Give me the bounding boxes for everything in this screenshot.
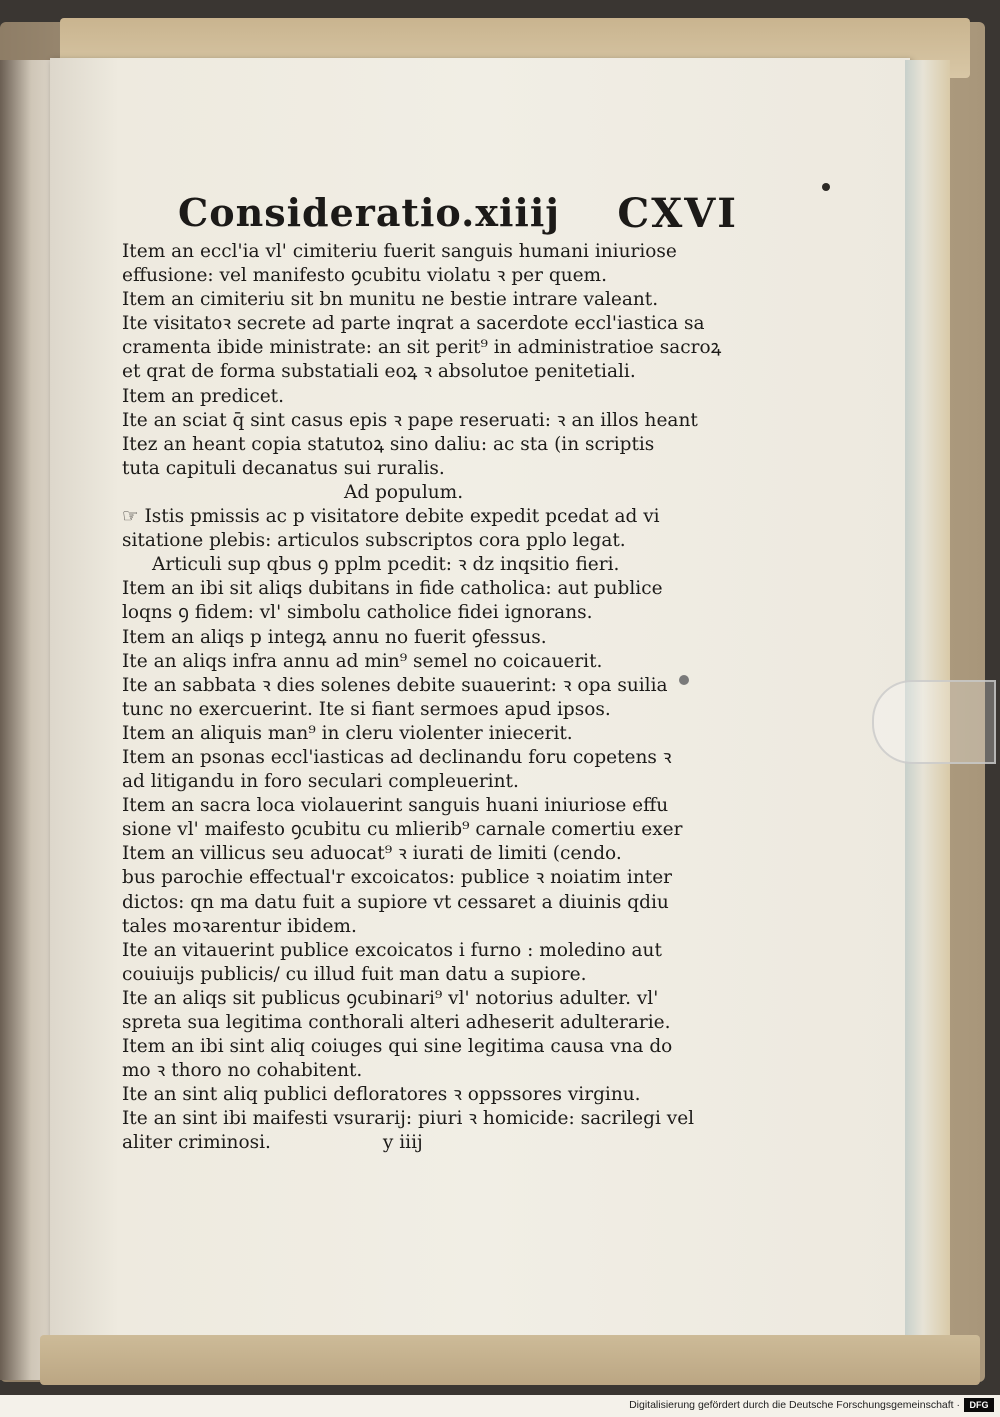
text-line: tuta capituli decanatus sui ruralis. [122,457,445,479]
text-line: couiuijs publicis/ cu illud fuit man datu a supiore. [122,963,587,985]
page-clip [872,680,996,764]
digitization-credit: Digitalisierung gefördert durch die Deutsche Forschungsgemeinschaft · [629,1399,960,1411]
wormhole-mark [822,183,830,191]
text-line: Item an eccl'ia vl' cimiteriu fuerit sanguis humani iniuriose [122,241,677,262]
text-line: Ite an sint ibi maifesti vsurarij: piuri ꝛ homicide: sacrilegi vel [122,1108,695,1130]
running-title: Consideratio.xiiij [178,190,561,235]
text-line: aliter criminosi. [122,1132,271,1154]
text-line: mo ꝛ thoro no cohabitent. [122,1060,363,1082]
text-line: Ite an vitauerint publice excoicatos i furno : moledino aut [122,939,662,961]
signature-mark: y iiij [382,1132,423,1154]
text-line: Item an villicus seu aduocat⁹ ꝛ iurati de limiti (cendo. [122,843,622,865]
binding-board-bottom [40,1335,980,1385]
text-line: et qrat de forma substatiali eoꝝ ꝛ absolutoe penitetiali. [122,361,636,383]
text-line: Item an ibi sint aliq coiuges qui sine legitima causa vna do [122,1036,673,1058]
text-line: Articuli sup qbus ꝯ pplm pcedit: ꝛ dz inqsitio fieri. [152,554,620,576]
text-line: sitatione plebis: articulos subscriptos cora pplo legat. [122,530,626,552]
text-line-last [122,1131,734,1155]
text-line: ad litigandu in foro seculari compleuerint. [122,771,519,793]
text-line: Item an cimiteriu sit bn munitu ne bestie intrare valeant. [122,289,659,311]
text-line: ☞ Istis pmissis ac p visitatore debite expedit pcedat ad vi [122,506,660,528]
text-line: Ite an sciat q̄ sint casus epis ꝛ pape reseruati: ꝛ an illos heant [122,409,698,431]
text-line: Ite an aliqs sit publicus ꝯcubinari⁹ vl' notorius adulter. vl' [122,987,659,1009]
text-line: Item an sacra loca violauerint sanguis huani iniuriose effu [122,795,669,817]
text-line: bus parochie effectual'r excoicatos: publice ꝛ noiatim inter [122,867,672,889]
section-heading: Ad populum. [344,481,464,503]
text-line: Item an aliquis man⁹ in cleru violenter iniecerit. [122,722,573,744]
text-line: spreta sua legitima conthorali alteri adheserit adulterarie. [122,1012,671,1033]
text-line: Itez an heant copia statutoꝝ sino daliu: ac sta (in scriptis [122,433,655,455]
text-line: Ite an sint aliq publici defloratores ꝛ oppssores virginu. [122,1084,641,1106]
text-line: Item an psonas eccl'iasticas ad declinandu foru copetens ꝛ [122,746,672,768]
page-text [122,240,734,1156]
dfg-logo: DFG [964,1398,994,1412]
text-line: tales moꝛarentur ibidem. [122,915,357,937]
page-header [178,190,738,242]
folio-number: CXVI [617,190,738,237]
text-line: tunc no exercuerint. Ite si fiant sermoes apud ipsos. [122,698,611,720]
text-line: Ite visitatoꝛ secrete ad parte inqrat a sacerdote eccl'iastica sa [122,313,705,335]
text-line: sione vl' maifesto ꝯcubitu cu mlierib⁹ carnale comertiu exer [122,819,683,841]
text-line: cramenta ibide ministrate: an sit perit⁹ in administratioe sacroꝝ [122,337,722,359]
text-line: Item an aliqs p integꝝ annu no fuerit ꝯfessus. [122,626,547,648]
text-line: Item an predicet. [122,385,284,407]
text-line: loqns ꝯ fidem: vl' simbolu catholice fidei ignorans. [122,602,593,624]
text-line: Ite an aliqs infra annu ad min⁹ semel no coicauerit. [122,650,603,672]
text-line: effusione: vel manifesto ꝯcubitu violatu ꝛ per quem. [122,265,607,287]
text-line: dictos: qn ma datu fuit a supiore vt cessaret a diuinis qdiu [122,891,669,913]
text-line: Ite an sabbata ꝛ dies solenes debite suauerint: ꝛ opa suilia [122,674,668,696]
text-line: Item an ibi sit aliqs dubitans in fide catholica: aut publice [122,578,663,600]
